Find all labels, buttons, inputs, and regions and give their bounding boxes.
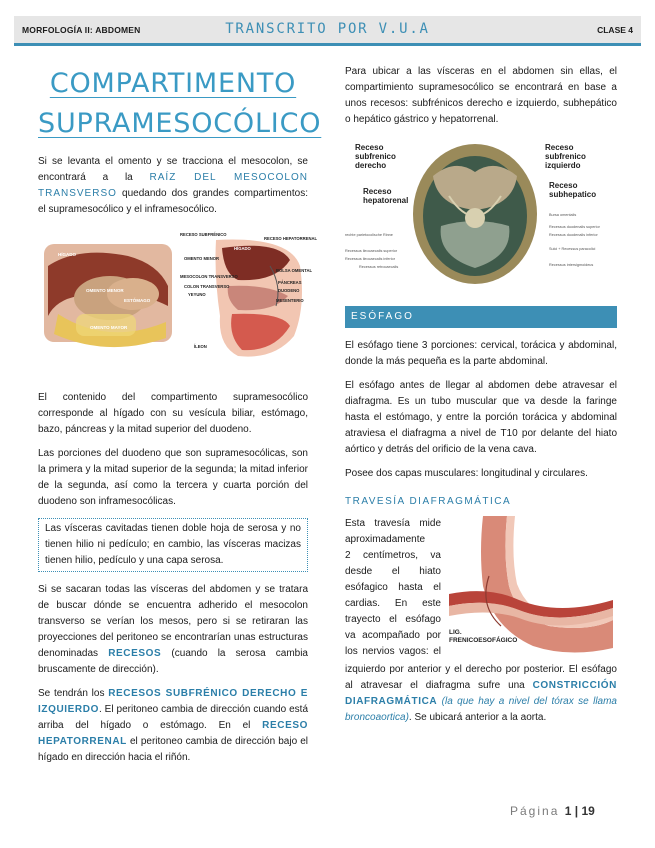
highlight-constriccion: CONSTRICCIÓN DIAFRAGMÁTICA <box>345 680 617 707</box>
visceras-note-box: Las vísceras cavitadas tienen doble hoja de serosa y no tienen hilio ni pedículo; en cambio, las vísceras macizas tienen hilio, pedículo y una capa serosa. <box>38 518 308 572</box>
esofago-capas-paragraph: Posee dos capas musculares: longitudinal y circulares. <box>345 468 588 479</box>
title-line-2: SUPRAMESOCÓLICO <box>38 108 322 139</box>
duodeno-paragraph: Las porciones del duodeno que son supramesocólicas, son la primera y la mitad superior de la segunda; la mitad inferior de la segunda, así como la tercera y cuarta porción del duodeno son inframesocólicas. <box>38 448 308 507</box>
highlight-recesos: RECESOS <box>108 648 162 659</box>
fig1-label-higado: HÍGADO <box>58 252 76 257</box>
esophagus-figure <box>449 516 613 658</box>
left-column <box>38 64 322 774</box>
abdomen-front-view <box>44 244 172 347</box>
fig1-label-duodeno: DUODENO <box>278 288 300 293</box>
fig1-label-mesocolon: MESOCOLON TRANSVERSO <box>180 274 238 279</box>
broncoaortica-note: (la que hay a nivel del tórax se llama broncoaortica) <box>345 696 617 723</box>
fig1-label-omento-mayor: OMENTO MAYOR <box>90 325 128 330</box>
fig2-small-right-0: Bursa omentalis <box>549 213 577 217</box>
fig2-small-left-2: Recessus ileocaecalis inferior <box>345 257 396 261</box>
fig2-small-left-1: Recessus ileocaecalis superior <box>345 249 398 253</box>
fig2-receso-subhepatico: Receso subhepatico <box>549 181 597 199</box>
header-subject: MORFOLOGÍA II: ABDOMEN <box>22 25 141 35</box>
recesos-intro-paragraph: Para ubicar a las vísceras en el abdomen sin ellas, el compartimiento supramesocólico se encontrará en base a unos recesos: subfrénicos derecho e izquierdo, subhepático o hepático gástrico y hepatorrenal. <box>345 66 617 125</box>
footer-page-number: 1 <box>564 804 572 818</box>
fig1-label-pancreas: PÁNCREAS <box>278 280 302 285</box>
recesos-detail-paragraph: Se tendrán los RECESOS SUBFRÉNICO DERECHO E IZQUIERDO. El peritoneo cambia de dirección cuando está arriba del hígado o estómago. En el RECESO HEPATORRENAL el peritoneo cambia de dirección bajo el hígado en dirección hacia el riñón. <box>38 688 308 763</box>
title-line-1: COMPARTIMENTO <box>49 68 297 99</box>
fig2-receso-hepatorenal: Receso hepatorenal <box>363 187 409 205</box>
fig1-label-receso-subfrenico: RECESO SUBFRÉNICO <box>180 232 227 237</box>
fig1-label-omento-menor: OMENTO MENOR <box>86 288 124 293</box>
intro-paragraph: Si se levanta el omento y se tracciona el mesocolon, se encontrará a la RAÍZ DEL MESOCOLON TRANSVERSO quedando dos grandes compartimentos: el supramesocólico y el inframesocólico. <box>38 156 308 215</box>
fig2-small-left-3: Recessus retrocaecalis <box>359 265 399 269</box>
fig2-small-right-3: Sulci + Recessus paracolici <box>549 247 596 251</box>
fig1-label-ileon: ÍLEON <box>194 344 207 349</box>
fig2-receso-subfrenico-izquierdo: Receso subfrenico izquierdo <box>545 143 586 170</box>
esofago-diafragma-paragraph: El esófago antes de llegar al abdomen debe atravesar el diafragma. Es un tubo muscular que va desde la faringe hasta el estómago, y entre la porción torácica y abdominal atraviesa el diafragma a nivel de T10 por delante del hiato aórtico y detrás del orificio de la vena cava. <box>345 380 617 455</box>
abdomen-figure <box>38 226 318 364</box>
fig1-label-yeyuno: YEYUNO <box>188 292 206 297</box>
header-class: CLASE 4 <box>597 25 633 35</box>
constriccion-paragraph: izquierdo por anterior y el derecho por posterior. El esófago al atravesar el diafragma sufre una CONSTRICCIÓN DIAFRAGMÁTICA (la que hay a nivel del tórax se llama broncoaortica). Se ubicará anterior a la aorta. <box>345 664 617 723</box>
fig2-small-right-2: Recessus duodenalis inferior <box>549 233 598 237</box>
content-paragraph: El contenido del compartimento supramesocólico corresponde al hígado con su vesícula biliar, estómago, bazo, páncreas y la mitad superior del duodeno. <box>38 392 308 435</box>
highlight-raiz-mesocolon: RAÍZ DEL MESOCOLON TRANSVERSO <box>38 172 308 199</box>
travesia-heading: TRAVESÍA DIAFRAGMÁTICA <box>345 496 512 507</box>
fig1-label-mesenterio: MESENTERIO <box>276 298 304 303</box>
fig1-label-estomago: ESTÓMAGO <box>124 298 151 303</box>
fig1-label-colon-transverso: COLON TRANSVERSO <box>184 284 230 289</box>
highlight-receso-hepatorrenal: RECESO HEPATORRENAL <box>38 720 308 747</box>
header-transcriber: TRANSCRITO POR V.U.A <box>225 21 430 37</box>
fig2-receso-subfrenico-derecho: Receso subfrenico derecho <box>355 143 396 170</box>
fig3-label-lig: LIG. FRENICOESOFÁGICO <box>449 629 518 644</box>
page-title <box>38 64 322 144</box>
peritoneal-recesses-figure <box>345 136 617 286</box>
page-footer: Página 1 | 19 <box>510 804 595 818</box>
section-esofago-bar: ESÓFAGO <box>345 306 617 328</box>
fig2-small-right-1: Recessus duodenalis superior <box>549 225 600 229</box>
travesia-text-lines: Esta travesía mide aproximadamente 2 centímetros, va desde el hiato esófagico hasta el cardias. En este trayecto el esófago va acompañado por los nervios vagos: el <box>345 518 441 657</box>
right-column <box>345 64 617 734</box>
fig2-small-right-4: Recessus intersigmoideus <box>549 263 594 267</box>
page-header <box>14 16 641 46</box>
esofago-portions-paragraph: El esófago tiene 3 porciones: cervical, torácica y abdominal, donde la más pequeña es la parte abdominal. <box>345 340 617 367</box>
fig1-label-bolsa-omental: BOLSA OMENTAL <box>276 268 313 273</box>
footer-total-pages: 19 <box>581 804 595 818</box>
fig2-small-left-0: rechte parietocolische Rinne <box>345 233 393 237</box>
footer-label: Página <box>510 804 560 818</box>
fig1-label-omento-menor-right: OMENTO MENOR <box>184 256 220 261</box>
travesia-block <box>345 516 617 662</box>
fig1-label-receso-hepatorrenal: RECESO HEPATORRENAL <box>264 236 318 241</box>
highlight-recesos-subfrenicos: RECESOS SUBFRÉNICO DERECHO E IZQUIERDO <box>38 688 308 715</box>
fig1-label-higado-right: HÍGADO <box>234 246 251 251</box>
recesos-paragraph: Si se sacaran todas las vísceras del abdomen y se tratara de buscar dónde se encuentra adherido el mesocolon transverso se verían los mesos, pero si se retiraran las proyecciones del peritoneo se encontrarían unas estructuras denominadas RECESOS (cuando la serosa cambia bruscamente de dirección). <box>38 584 308 675</box>
